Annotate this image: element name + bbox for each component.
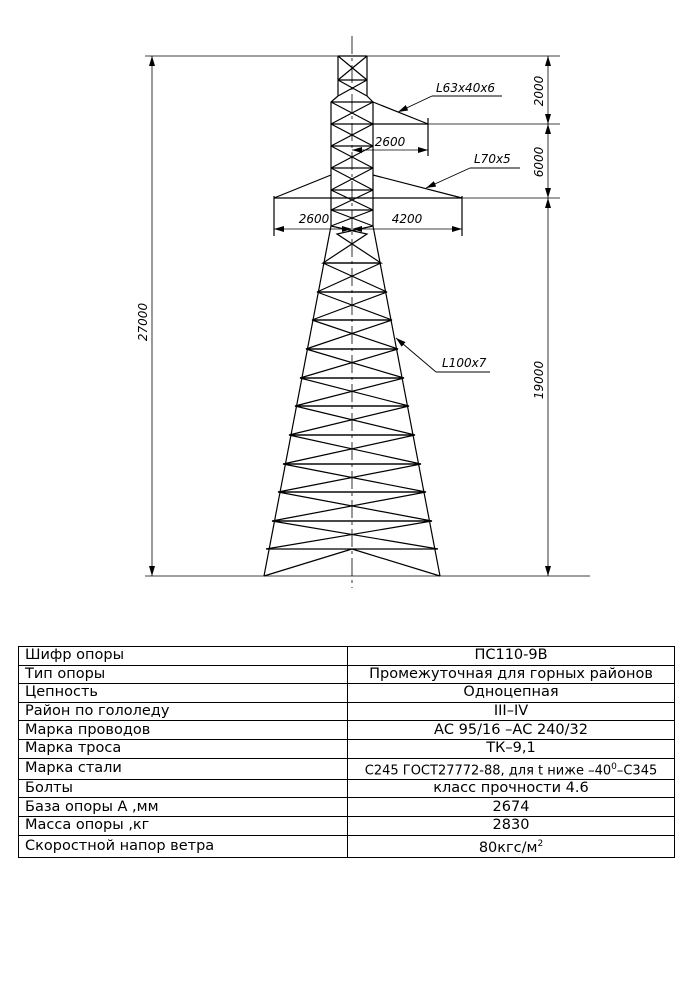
spec-value: ПС110-9В: [348, 647, 675, 666]
spec-label: Скоростной напор ветра: [19, 835, 348, 857]
spec-label: Шифр опоры: [19, 647, 348, 666]
spec-value: ТК–9,1: [348, 739, 675, 758]
spec-label: Марка проводов: [19, 721, 348, 740]
spec-label: Болты: [19, 779, 348, 798]
spec-value: [348, 835, 675, 857]
spec-value-text: С245 ГОСТ27772-88, для t ниже –40: [364, 762, 612, 778]
spec-label: Марка троса: [19, 739, 348, 758]
spec-label: Район по гололеду: [19, 702, 348, 721]
spec-value: Промежуточная для горных районов: [348, 665, 675, 684]
spec-value-suffix: –С345: [616, 762, 658, 778]
callout-leg-leader: [396, 338, 436, 372]
spec-label: База опоры А ,мм: [19, 798, 348, 817]
dim-middle-label: 6000: [532, 146, 546, 178]
spec-value: Одноцепная: [348, 684, 675, 703]
callout-top-leader: [398, 96, 432, 112]
table-row: [19, 758, 675, 779]
spec-value-sup: 2: [537, 838, 544, 849]
table-row: [19, 817, 675, 836]
dim-lower-arm-right-label: 4200: [391, 212, 423, 226]
spec-value: 2830: [348, 817, 675, 836]
spec-label: Марка стали: [19, 758, 348, 779]
spec-value: 2674: [348, 798, 675, 817]
dim-top-label: 2000: [532, 75, 546, 107]
spec-value-sup: 0: [611, 761, 617, 772]
table-row: [19, 647, 675, 666]
dim-upper-arm-label: 2600: [374, 135, 406, 149]
spec-value: [348, 758, 675, 779]
spec-value: класс прочности 4.6: [348, 779, 675, 798]
dim-lower-arm-left-label: 2600: [298, 212, 330, 226]
dim-total-label: 27000: [136, 302, 150, 342]
spec-label: Масса опоры ,кг: [19, 817, 348, 836]
table-row: [19, 702, 675, 721]
table-row: [19, 665, 675, 684]
table-row: [19, 684, 675, 703]
dim-lower-label: 19000: [532, 360, 546, 400]
callout-middle-leader: [426, 168, 470, 188]
table-row: [19, 798, 675, 817]
extension-lines: [145, 56, 590, 576]
callout-top-label: L63x40x6: [436, 81, 496, 95]
spec-label: Цепность: [19, 684, 348, 703]
spec-label: Тип опоры: [19, 665, 348, 684]
spec-table: [18, 646, 675, 858]
spec-value-text: 80кгс/м: [478, 839, 538, 856]
table-row: [19, 835, 675, 857]
callout-leg-label: L100x7: [442, 356, 487, 370]
spec-value: АС 95/16 –АС 240/32: [348, 721, 675, 740]
table-row: [19, 739, 675, 758]
table-row: [19, 721, 675, 740]
table-row: [19, 779, 675, 798]
spec-value: III–IV: [348, 702, 675, 721]
callout-middle-label: L70x5: [474, 152, 511, 166]
